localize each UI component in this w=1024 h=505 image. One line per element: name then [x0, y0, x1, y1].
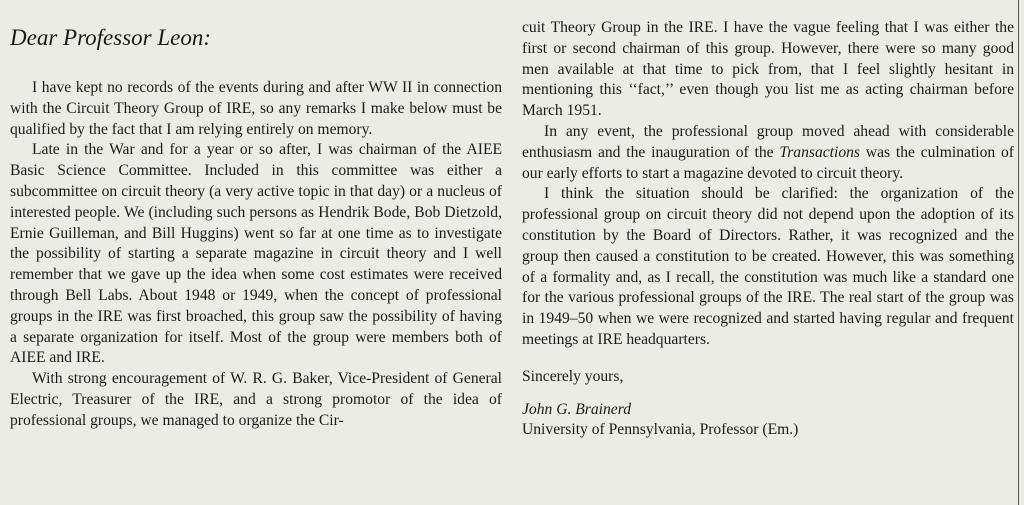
closing: Sincerely yours, — [522, 367, 624, 385]
paragraph-4-text-a: In any event, the professional group moved ahead with considerable enthusiasm and the inauguration of the — [522, 122, 1014, 161]
paragraph-4-text-b: was the culmination of our early efforts to start a magazine devoted to circuit theory. — [522, 143, 1014, 182]
page-border-line — [1018, 0, 1019, 505]
left-column — [10, 0, 502, 432]
salutation: Dear Professor Leon: — [10, 25, 212, 50]
transactions-italic: Transactions — [779, 143, 860, 161]
paragraph-3: With strong encouragement of W. R. G. Baker, Vice-President of General Electric, Treasurer of the IRE, and a strong promotor of the idea of professional groups, we managed to organize the Cir- — [10, 370, 502, 429]
right-column — [522, 18, 1014, 441]
signature: John G. Brainerd — [522, 400, 631, 418]
paragraph-3-continued: cuit Theory Group in the IRE. I have the vague feeling that I was either the first or second chairman of this group. However, there were so many good men available at that time to pick from, that I feel slightly hesitant in mentioning this ‘‘fact,’’ even though you list me as acting chairman before March 1951. — [522, 19, 1014, 120]
paragraph-2: Late in the War and for a year or so after, I was chairman of the AIEE Basic Science Committee. Included in this committee was either a subcommittee on circuit theory (a very active topic in that day) or a nucleus of interested people. We (including such persons as Hendrik Bode, Bob Dietzold, Ernie Guilleman, and Bill Huggins) went so far at one time as to investigate the possibility of starting a separate magazine in circuit theory and I well remember that we gave up the idea when some cost estimates were received through Bell Labs. About 1948 or 1949, when the concept of professional groups in the IRE was first broached, this group saw the possibility of having a separate organization for itself. Most of the group were members both of AIEE and IRE. — [10, 141, 502, 367]
affiliation: University of Pennsylvania, Professor (Em.) — [522, 421, 799, 439]
paragraph-4 — [522, 122, 1014, 184]
paragraph-5: I think the situation should be clarified: the organization of the professional group on circuit theory did not depend upon the adoption of its constitution by the Board of Directors. Rather, it was recognized and the group then caused a constitution to be created. However, this was something of a formality and, as I recall, the constitution was much like a standard one for the various professional groups of the IRE. The real start of the group was in 1949–50 when we were recognized and started having regular and frequent meetings at IRE headquarters. — [522, 185, 1014, 348]
paragraph-1: I have kept no records of the events during and after WW II in connection with the Circuit Theory Group of IRE, so any remarks I make below must be qualified by the fact that I am relying entirely on memory. — [10, 79, 502, 138]
